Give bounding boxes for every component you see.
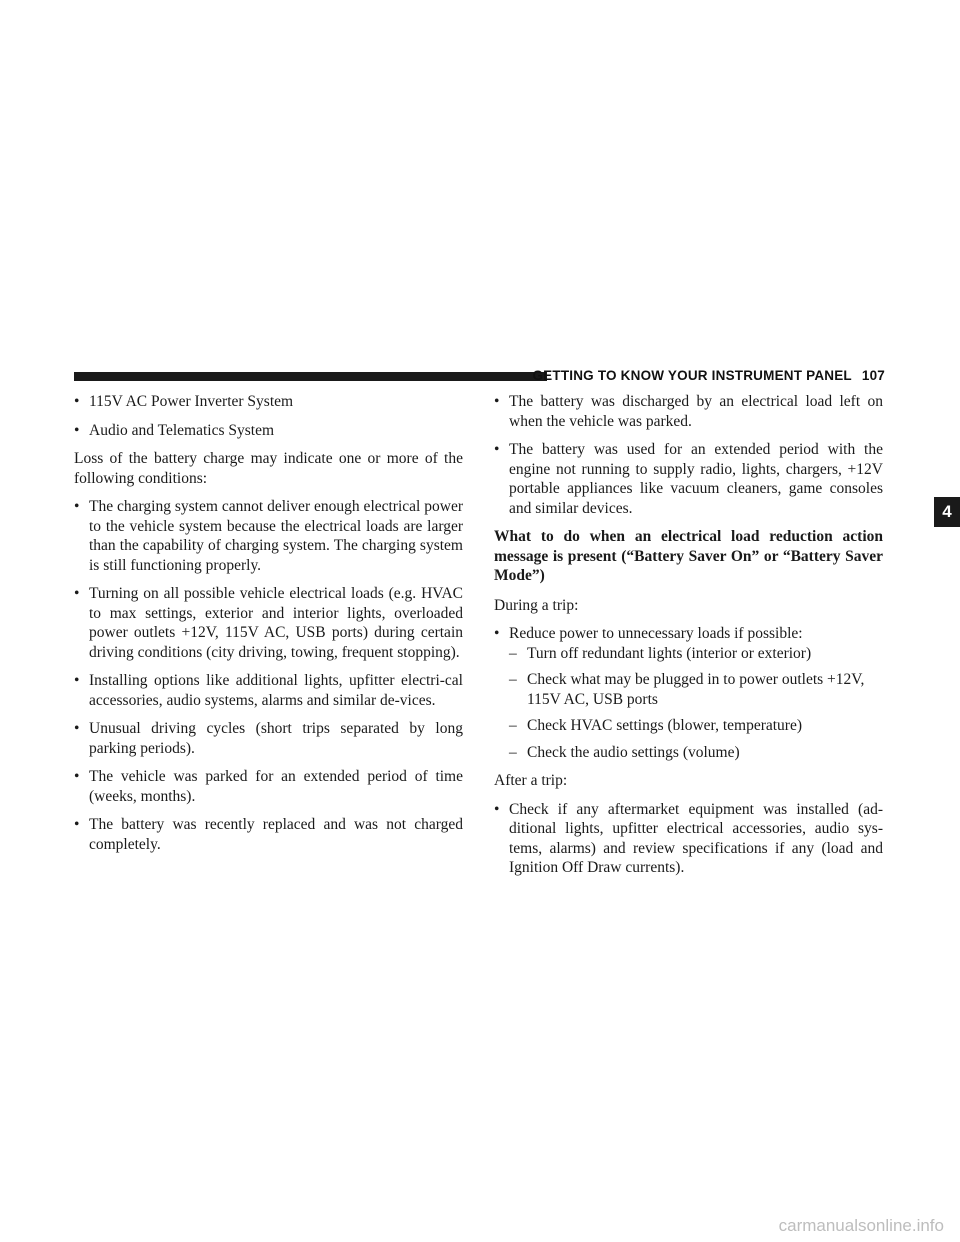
dash-glyph: – bbox=[509, 671, 517, 688]
list-item: • Audio and Telematics System bbox=[74, 421, 463, 441]
list-item: • The battery was discharged by an electrical load left on when the vehicle was parked. bbox=[494, 392, 883, 431]
list-item-text: • Reduce power to unnecessary loads if possible: bbox=[509, 625, 803, 642]
list-item: • The battery was used for an extended period with the engine not running to supply radio, lights, chargers, +12V portable appliances like vacuum cleaners, game consoles and similar devices. bbox=[494, 440, 883, 518]
dash-glyph: – bbox=[509, 644, 517, 662]
sub-list-item: – Check the audio settings (volume) bbox=[509, 743, 740, 761]
dash-glyph: – bbox=[509, 743, 517, 761]
during-trip-list bbox=[494, 624, 883, 644]
during-trip-label: During a trip: bbox=[494, 596, 579, 614]
top-bullet-list bbox=[74, 392, 463, 440]
list-item: • Installing options like additional lights, upfitter electri-cal accessories, audio systems, alarms and similar de-vices. bbox=[74, 671, 463, 710]
after-trip-label: After a trip: bbox=[494, 772, 568, 789]
list-item: • Turning on all possible vehicle electrical loads (e.g. HVAC to max settings, exterior and interior lights, overloaded power outlets +12V, 115V AC, USB ports) during certain driving conditions (city driving, towing, frequent stopping). bbox=[74, 584, 463, 662]
list-item bbox=[494, 624, 883, 644]
sub-list-item: – Check HVAC settings (blower, temperature) bbox=[509, 717, 803, 734]
conditions-list-continued bbox=[494, 392, 883, 518]
chapter-tab: 4 bbox=[934, 497, 960, 527]
list-item: • Check if any aftermarket equipment was installed (ad-ditional lights, upfitter electrical accessories, audio sys-tems, alarms) and review specifications if any (load and Ignition Off Draw currents). bbox=[494, 800, 883, 878]
section-heading: What to do when an electrical load reduction action message is present (“Battery Saver On” or “Battery Saver Mode”) bbox=[494, 528, 883, 584]
list-item: • Unusual driving cycles (short trips separated by long parking periods). bbox=[74, 719, 463, 758]
intro-paragraph: Loss of the battery charge may indicate one or more of the following conditions: bbox=[74, 450, 463, 487]
sub-list-item: – Turn off redundant lights (interior or exterior) bbox=[509, 644, 812, 662]
list-item: • 115V AC Power Inverter System bbox=[74, 392, 463, 412]
page-number: 107 bbox=[861, 368, 885, 383]
after-trip-list bbox=[494, 800, 883, 878]
header-title: GETTING TO KNOW YOUR INSTRUMENT PANEL bbox=[532, 368, 852, 383]
header-rule bbox=[74, 372, 547, 381]
list-item: • The charging system cannot deliver enough electrical power to the vehicle system because the electrical loads are larger than the capability of charging system. The charging system is still functioning properly. bbox=[74, 497, 463, 575]
during-trip-sublist bbox=[494, 644, 883, 763]
watermark: carmanualsonline.info bbox=[778, 1216, 944, 1235]
dash-glyph: – bbox=[509, 717, 517, 734]
conditions-list bbox=[74, 497, 463, 854]
sub-list-item: – Check what may be plugged in to power outlets +12V, 115V AC, USB ports bbox=[509, 671, 865, 708]
left-column bbox=[74, 392, 463, 863]
list-item: • The vehicle was parked for an extended period of time (weeks, months). bbox=[74, 767, 463, 806]
page-header bbox=[532, 368, 885, 383]
right-column bbox=[494, 392, 883, 887]
list-item: • The battery was recently replaced and was not charged completely. bbox=[74, 815, 463, 854]
